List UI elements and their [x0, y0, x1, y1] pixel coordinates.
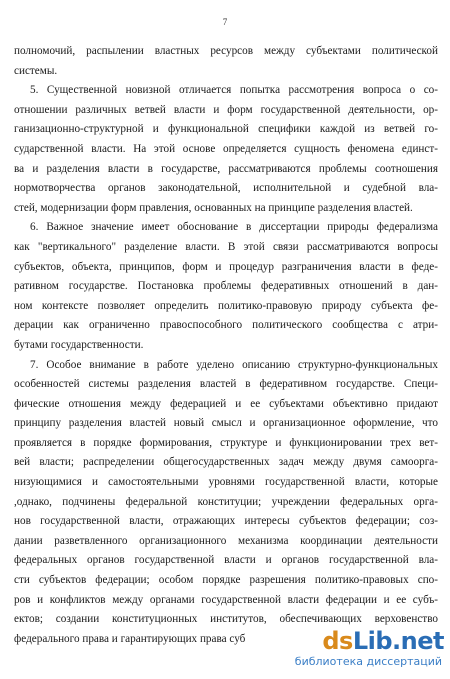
- watermark-logo-net: .net: [392, 627, 444, 655]
- text-line: полномочий, распылении властных ресурсов между субъектами политической: [14, 45, 438, 57]
- watermark-logo-ds: ds: [322, 627, 353, 655]
- text-line: особенностей системы разделения властей в федеративном государстве. Специ-: [14, 378, 438, 391]
- text-line: как "вертикального" разделение власти. В этой связи рассматриваются вопросы: [14, 240, 438, 253]
- text-line: системы.: [14, 64, 58, 77]
- text-line: отношении различных ветвей власти и форм государственной деятельности, ор-: [14, 103, 438, 116]
- text-line: федеральных органов государственной власти и органов государственной вла-: [14, 554, 438, 567]
- text-line: сударственной власти. На этой основе определяется сущность феномена единст-: [14, 142, 438, 155]
- text-line: ном контексте позволяет определить политико-правовую природу субъекта фе-: [14, 299, 438, 312]
- text-line: бутами государственности.: [14, 338, 144, 351]
- text-line: низующимися и самостоятельными уровнями государственной власти, которые: [14, 476, 438, 489]
- text-line: федерального права и гарантирующих права суб: [14, 632, 246, 645]
- text-line: стей, модернизации форм правления, основанных на принципе разделения властей.: [14, 201, 413, 214]
- text-line: ектов; создании конституционных институтов, обеспечивающих верховенство: [14, 613, 438, 626]
- page-number: 7: [222, 17, 228, 27]
- watermark-subtitle: библиотека диссертаций: [294, 655, 442, 668]
- text-line: дерации как ограниченно правоспособного политического сообщества с атри-: [14, 319, 438, 332]
- text-line: ганизационно-структурной и функциональной специфики каждой из ветвей го-: [14, 123, 438, 136]
- text-line: ва и разделения власти в государстве, рассматриваются проблемы соотношения: [14, 162, 438, 175]
- text-line: 6. Важное значение имеет обоснование в диссертации природы федерализма: [30, 221, 438, 234]
- dslib-watermark: [294, 627, 444, 671]
- watermark-logo-lib: Lib: [352, 627, 393, 655]
- text-line: сти субъектов федерации; особом порядке разрешения политико-правовых спо-: [14, 574, 438, 587]
- text-line: 5. Существенной новизной отличается попытка рассмотрения вопроса о со-: [30, 84, 438, 97]
- text-line: ров и конфликтов между органами государственной власти федерации и ее субъ-: [14, 593, 438, 606]
- text-line: проявляется в порядке формирования, структуре и функционировании трех вет-: [14, 436, 438, 449]
- text-line: фические отношения между федерацией и ее субъектами объективно придают: [14, 397, 438, 410]
- watermark-logo: [322, 627, 444, 655]
- text-line: дании разветвленного организационного механизма координации деятельности: [14, 534, 438, 547]
- text-line: 7. Особое внимание в работе уделено описанию структурно-функциональных: [30, 358, 438, 371]
- text-line: ,однако, подчинены федеральной конституции; учреждении федеральных орга-: [14, 495, 438, 508]
- document-body: [14, 42, 438, 649]
- text-line: вей власти; распределении общегосударственных задач между двумя самоорга-: [14, 456, 438, 469]
- text-line: принципу разделения властей новый смысл и организационное оформление, что: [14, 417, 438, 430]
- text-line: ративном государстве. Постановка проблемы федеративных отношений в дан-: [14, 280, 438, 293]
- text-line: нормотворчества органов законодательной, исполнительной и судебной вла-: [14, 182, 438, 195]
- text-line: субъектов, объекта, принципов, форм и процедур разграничения власти в феде-: [14, 260, 438, 273]
- text-line: нов государственной власти, отражающих интересы субъектов федерации; соз-: [14, 515, 438, 528]
